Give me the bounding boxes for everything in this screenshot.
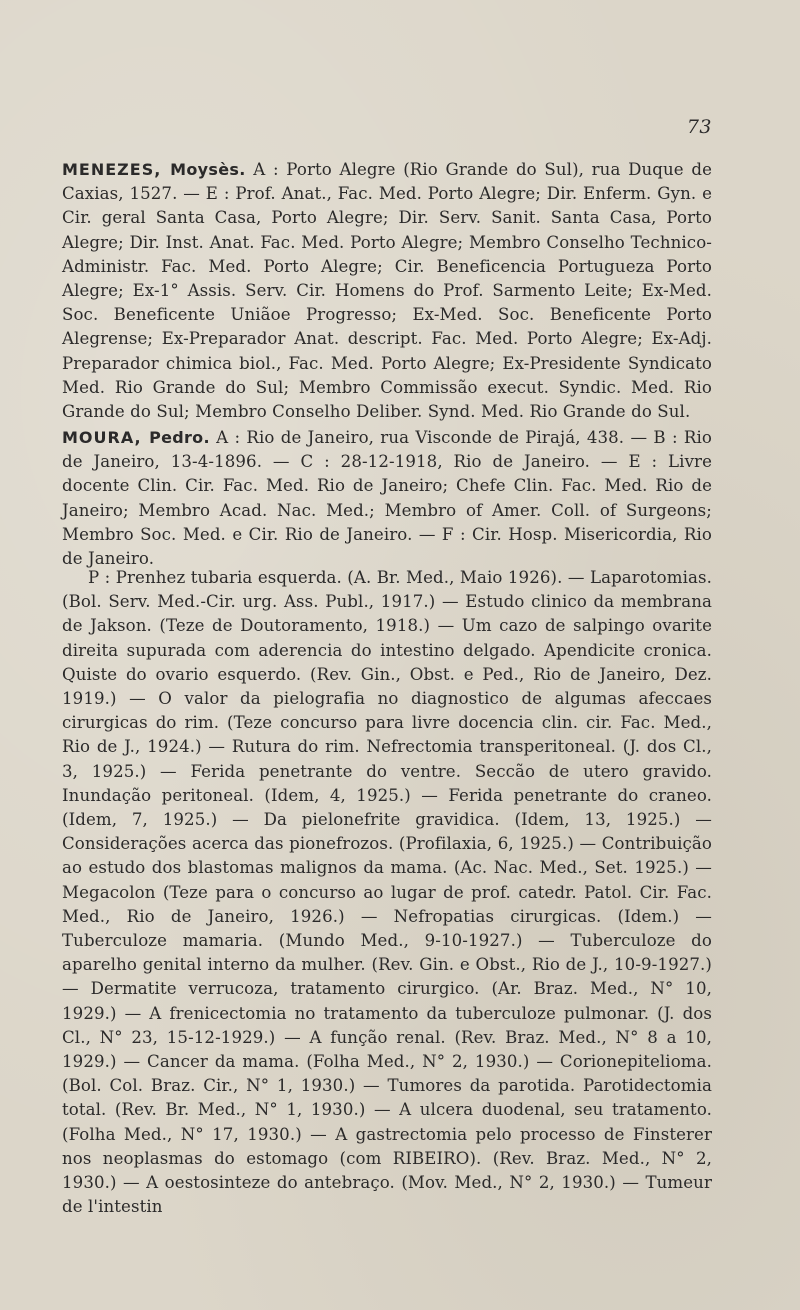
page-number: 73: [686, 116, 712, 138]
entry-heading: [62, 428, 210, 447]
entry-body: A : Porto Alegre (Rio Grande do Sul), rua Duque de Caxias, 1527. — E : Prof. Anat., Fac. Med. Porto Alegre; Dir. Enferm. Gyn. e Cir. geral Santa Casa, Porto Alegre; Dir. Serv. Sanit. Santa Casa, Porto Alegre; Dir. Inst. Anat. Fac. Med. Porto Alegre; Membro Conselho Technico-Administr. Fac. Med. Porto Alegre; Cir. Beneficencia Portugueza Porto Alegre; Ex-1° Assis. Serv. Cir. Homens do Prof. Sarmento Leite; Ex-Med. Soc. Beneficente Uniãoe Progresso; Ex-Med. Soc. Beneficente Porto Alegrense; Ex-Preparador Anat. descript. Fac. Med. Porto Alegre; Ex-Adj. Preparador chimica biol., Fac. Med. Porto Alegre; Ex-Presidente Syndicato Med. Rio Grande do Sul; Membro Commissão execut. Syndic. Med. Rio Grande do Sul; Membro Conselho Deliber. Synd. Med. Rio Grande do Sul.: [62, 160, 713, 422]
entry-given-name: Moysès.: [170, 160, 246, 179]
publications-paragraph: P : Prenhez tubaria esquerda. (A. Br. Med., Maio 1926). — Laparotomias. (Bol. Serv. Med.-Cir. urg. Ass. Publ., 1917.) — Estudo clinico da membrana de Jakson. (Teze de Doutoramento, 1918.) — Um cazo de salpingo ovarite direita supurada com aderencia do intestino delgado. Apendicite cronica. Quiste do ovario esquerdo. (Rev. Gin., Obst. e Ped., Rio de Janeiro, Dez. 1919.) — O valor da pielografia no diagnostico de algumas afeccaes cirurgicas do rim. (Teze concurso para livre docencia clin. cir. Fac. Med., Rio de J., 1924.) — Rutura do rim. Nefrectomia transperitoneal. (J. dos Cl., 3, 1925.) — Ferida penetrante do ventre. Seccão de utero gravido. Inundação peritoneal. (Idem, 4, 1925.) — Ferida penetrante do craneo. (Idem, 7, 1925.) — Da pielonefrite gravidica. (Idem, 13, 1925.) — Considerações acerca das pionefrozos. (Profilaxia, 6, 1925.) — Contribuição ao estudo dos blastomas malignos da mama. (Ac. Nac. Med., Set. 1925.) — Megacolon (Teze para o concurso ao lugar de prof. catedr. Patol. Cir. Fac. Med., Rio de Janeiro, 1926.) — Nefropatias cirurgicas. (Idem.) — Tuberculoze mamaria. (Mundo Med., 9-10-1927.) — Tuberculoze do aparelho genital interno da mulher. (Rev. Gin. e Obst., Rio de J., 10-9-1927.) — Dermatite verrucoza, tratamento cirurgico. (Ar. Braz. Med., N° 10, 1929.) — A frenicectomia no tratamento da tuberculoze pulmonar. (J. dos Cl., N° 23, 15-12-1929.) — A função renal. (Rev. Braz. Med., N° 8 a 10, 1929.) — Cancer da mama. (Folha Med., N° 2, 1930.) — Corionepitelioma. (Bol. Col. Braz. Cir., N° 1, 1930.) — Tumores da parotida. Parotidectomia total. (Rev. Br. Med., N° 1, 1930.) — A ulcera duodenal, seu tratamento. (Folha Med., N° 17, 1930.) — A gastrectomia pelo processo de Finsterer nos neoplasmas do estomago (com RIBEIRO). (Rev. Braz. Med., N° 2, 1930.) — A oestosinteze do antebraço. (Mov. Med., N° 2, 1930.) — Tumeur de l'intestin: [62, 568, 712, 1217]
entry-body: A : Rio de Janeiro, rua Visconde de Pirajá, 438. — B : Rio de Janeiro, 13-4-1896. — C : 28-12-1918, Rio de Janeiro. — E : Livre docente Clin. Cir. Fac. Med. Rio de Janeiro; Chefe Clin. Fac. Med. Rio de Janeiro; Membro Acad. Nac. Med.; Membro of Amer. Coll. of Surgeons; Membro Soc. Med. e Cir. Rio de Janeiro. — F : Cir. Hosp. Misericordia, Rio de Janeiro.: [62, 428, 712, 569]
entry-moura-publications: [62, 566, 712, 1219]
entry-moura: [62, 426, 712, 571]
entry-given-name: Pedro.: [149, 428, 210, 447]
entry-heading: [62, 160, 246, 179]
entry-paragraph: [62, 158, 712, 424]
entry-surname: MOURA,: [62, 428, 142, 447]
entry-menezes: [62, 158, 712, 424]
entry-paragraph: [62, 426, 712, 571]
entry-surname: MENEZES,: [62, 160, 162, 179]
